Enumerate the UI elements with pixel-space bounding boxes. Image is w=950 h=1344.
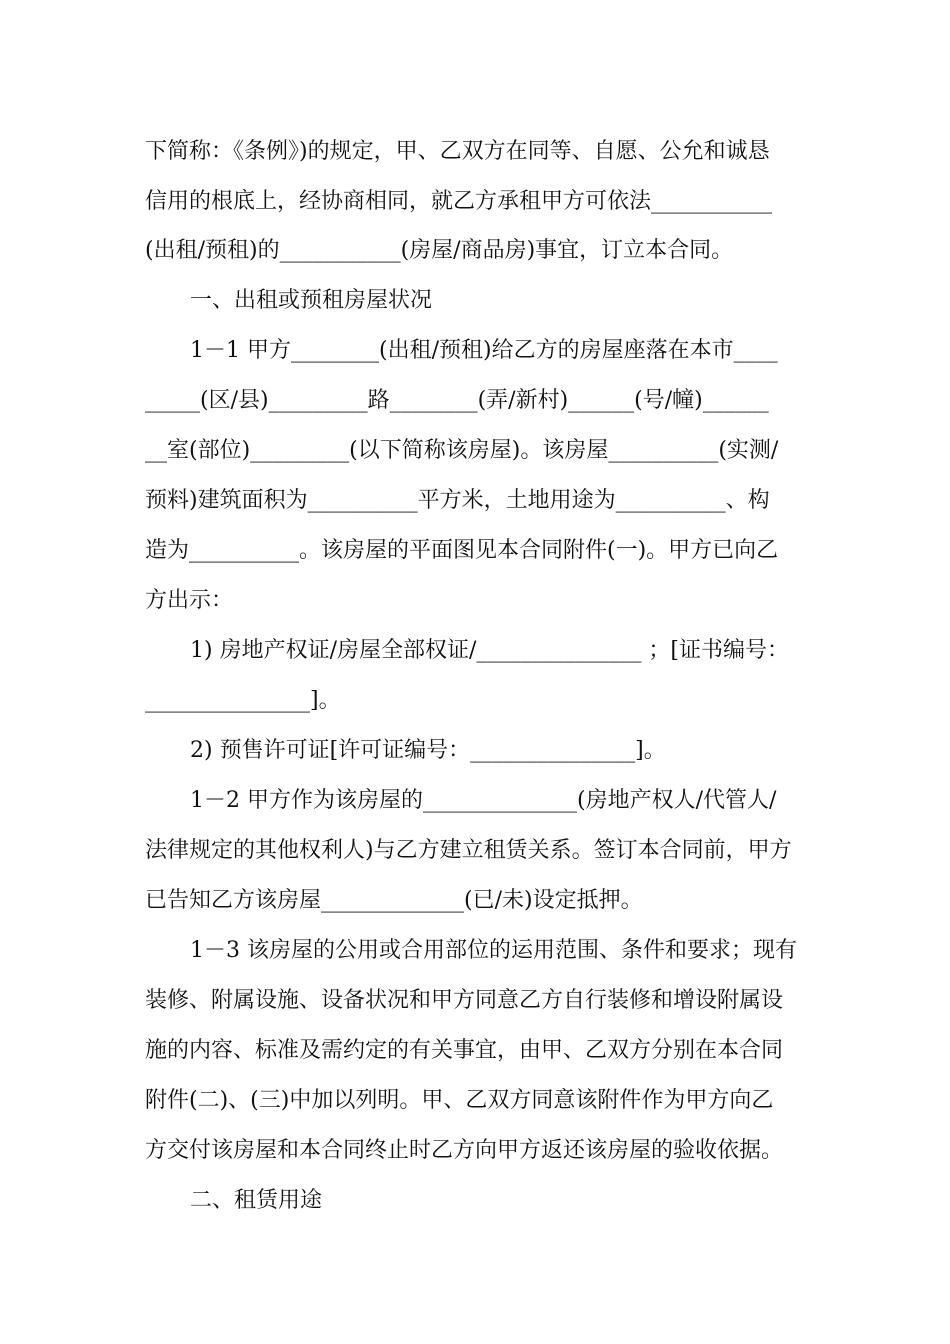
paragraph-line: 法律规定的其他权利人)与乙方建立租赁关系。签订本合同前，甲方 bbox=[145, 838, 792, 863]
paragraph-line: _______________]。 bbox=[145, 688, 341, 713]
paragraph-line: _____(区/县)_________路________(弄/新村)______(号/幢)______ bbox=[145, 388, 769, 413]
paragraph-line: __室(部位)_________(以下简称该房屋)。该房屋__________(实测/ bbox=[145, 438, 779, 463]
paragraph-line: (出租/预租)的___________(房屋/商品房)事宜，订立本合同。 bbox=[145, 238, 734, 263]
paragraph-line: 已告知乙方该房屋_____________(已/未)设定抵押。 bbox=[145, 888, 643, 913]
clause-line: 1－3 该房屋的公用或合用部位的运用范围、条件和要求；现有 bbox=[190, 938, 797, 963]
paragraph-line: 造为__________。该房屋的平面图见本合同附件(一)。甲方已向乙 bbox=[145, 538, 779, 563]
paragraph-line: 附件(二)、(三)中加以列明。甲、乙双方同意该附件作为甲方向乙 bbox=[145, 1088, 774, 1113]
paragraph-line: 下简称：《条例》)的规定，甲、乙双方在同等、自愿、公允和诚恳 bbox=[145, 139, 770, 164]
list-item: 2) 预售许可证[许可证编号：_______________]。 bbox=[190, 738, 666, 763]
paragraph-line: 装修、附属设施、设备状况和甲方同意乙方自行装修和增设附属设 bbox=[145, 988, 784, 1013]
paragraph-line: 方交付该房屋和本合同终止时乙方向甲方返还该房屋的验收依据。 bbox=[145, 1138, 784, 1163]
section-heading: 一、出租或预租房屋状况 bbox=[190, 288, 433, 313]
clause-line: 1－2 甲方作为该房屋的______________(房地产权人/代管人/ bbox=[190, 788, 777, 813]
clause-line: 1－1 甲方________(出租/预租)给乙方的房屋座落在本市____ bbox=[190, 338, 778, 363]
paragraph-line: 施的内容、标准及需约定的有关事宜，由甲、乙双方分别在本合同 bbox=[145, 1038, 784, 1063]
paragraph-line: 信用的根底上，经协商相同，就乙方承租甲方可依法___________ bbox=[145, 189, 773, 214]
paragraph-line: 方出示： bbox=[145, 588, 234, 613]
paragraph-line: 预料)建筑面积为__________平方米，土地用途为__________、构 bbox=[145, 488, 770, 513]
list-item: 1) 房地产权证/房屋全部权证/_______________ ；[证书编号： bbox=[190, 638, 789, 663]
section-heading: 二、租赁用途 bbox=[190, 1188, 323, 1213]
